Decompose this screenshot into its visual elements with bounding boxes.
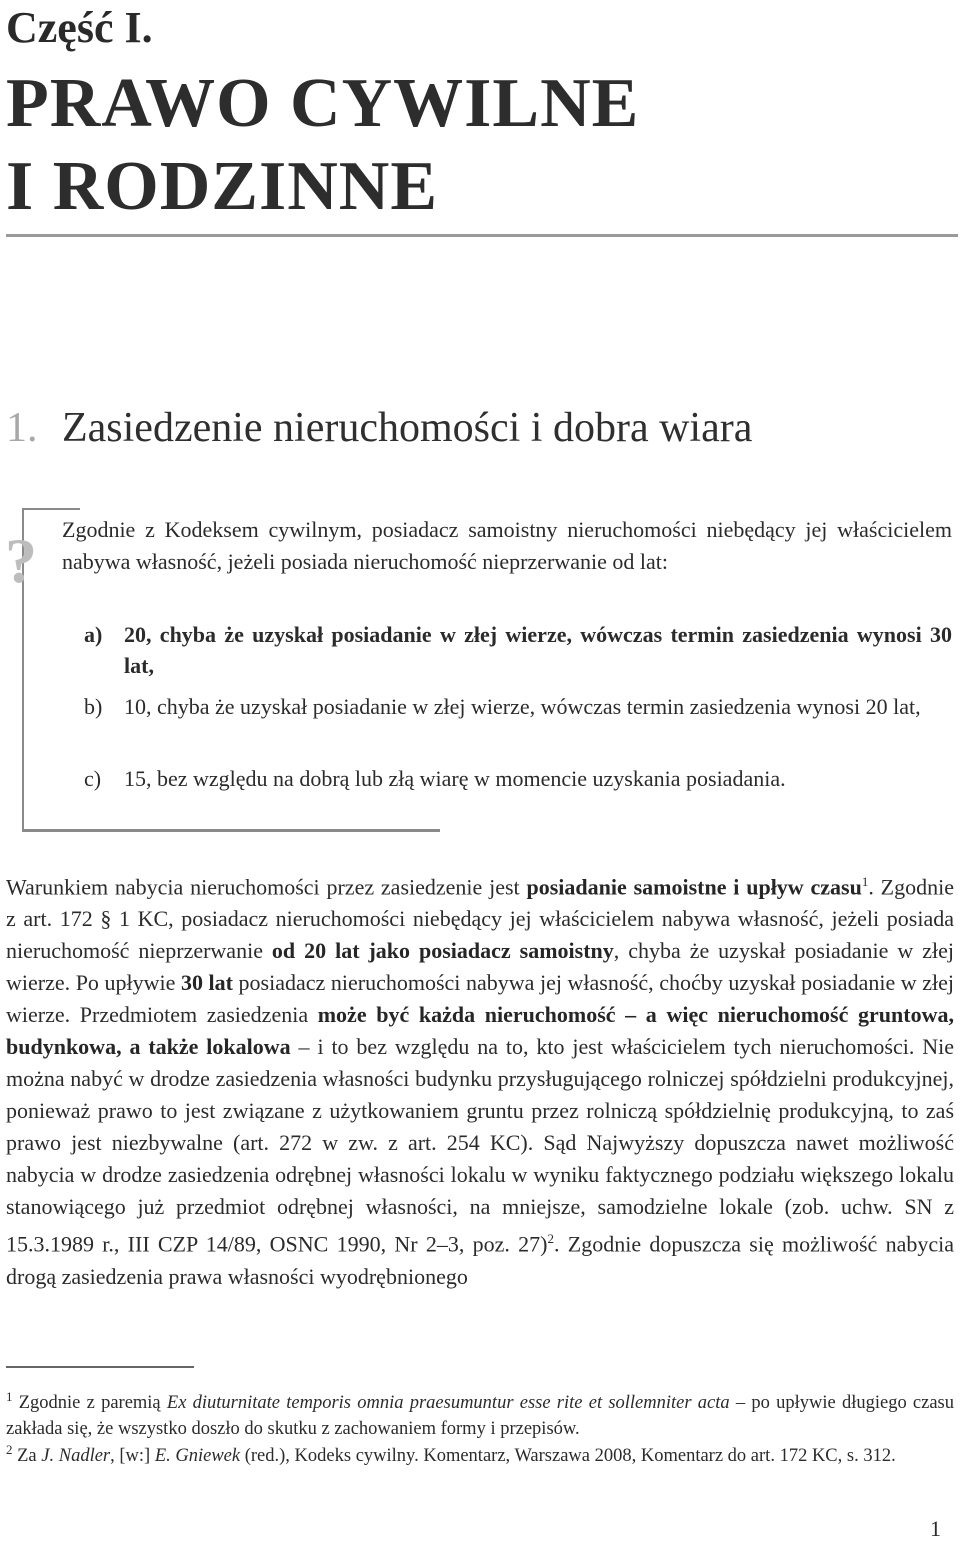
footnote-number: 2 <box>6 1442 13 1457</box>
section-title: Zasiedzenie nieruchomości i dobra wiara <box>62 405 753 451</box>
body-paragraph <box>6 866 954 1293</box>
body-text: Warunkiem nabycia nieruchomości przez zasiedzenie jest <box>6 874 527 900</box>
footnote-text: Za <box>12 1446 42 1467</box>
page-number: 1 <box>930 1516 941 1541</box>
footnote-italic-text: E. Gniewek <box>154 1446 241 1467</box>
footnote-text: (red.), Kodeks cywilny. Komentarz, Warszawa 2008, Komentarz do art. 172 KC, s. 312. <box>240 1446 896 1467</box>
footnote-ref: 2 <box>547 1231 554 1247</box>
chapter-divider <box>6 234 958 237</box>
body-text: , chyba że uzyskał posiadanie w złej wierze. Po upływie <box>6 938 954 996</box>
answer-option-c <box>84 763 952 794</box>
body-text: posiadacz nieruchomości nabywa jej własność, choćby uzyskał posiadanie w złej wierze. Przedmiotem zasiedzenia <box>6 970 954 1028</box>
body-bold-text: może być każda nieruchomość – a więc nieruchomość gruntowa, budynkowa, a także lokalowa <box>6 1002 954 1060</box>
body-text: . Zgodnie dopuszcza się możliwość nabycia drogą zasiedzenia prawa własności wyodrębnionego <box>6 1231 954 1289</box>
body-text: . Zgodnie z art. 172 § 1 KC, posiadacz nieruchomości niebędący jej właścicielem nabywa własność, jeżeli posiada nieruchomość nieprzerwanie <box>6 874 954 964</box>
option-text: 20, chyba że uzyskał posiadanie w złej wierze, wówczas termin zasiedzenia wynosi 30 lat, <box>124 622 952 678</box>
footnote-number: 1 <box>6 1389 13 1404</box>
question-mark-icon: ? <box>5 525 37 596</box>
option-text: 15, bez względu na dobrą lub złą wiarę w momencie uzyskania posiadania. <box>124 766 786 791</box>
footnote-divider <box>6 1366 194 1368</box>
footnote-italic-text: J. Nadler <box>41 1446 111 1467</box>
body-bold-text: 30 lat <box>180 970 233 996</box>
section-number: 1. <box>6 405 38 451</box>
body-bold-text: posiadanie samoistne i upływ czasu <box>526 874 862 900</box>
option-label: c) <box>84 766 102 791</box>
part-label: Część I. <box>6 3 153 52</box>
footnote-text: – po upływie długiego czasu zakłada się, że wszystko doszło do skutku z zachowaniem formy i przepisów. <box>6 1393 955 1440</box>
footnote-text: , [w:] <box>110 1446 155 1467</box>
answer-option-b <box>84 691 952 722</box>
question-frame-top <box>22 508 80 510</box>
option-text: 10, chyba że uzyskał posiadanie w złej wierze, wówczas termin zasiedzenia wynosi 20 lat, <box>124 694 921 719</box>
question-text: Zgodnie z Kodeksem cywilnym, posiadacz samoistny nieruchomości niebędący jej właścicielem nabywa własność, jeżeli posiada nieruchomość nieprzerwanie od lat: <box>62 517 952 574</box>
body-text: – i to bez względu na to, kto jest właścicielem tych nieruchomości. Nie można nabyć w drodze zasiedzenia własności budynku przysługującego rolniczej spółdzielni produkcyjnej, ponieważ prawo to jest związane z użytkowaniem gruntu przez rolniczą spółdzielnię produkcyjną, to zaś prawo jest niezbywalne (art. 272 w zw. z art. 254 KC). Sąd Najwyższy dopuszcza nawet możliwość nabycia w drodze zasiedzenia odrębnej własności lokalu w wyniku faktycznego podziału większego lokalu stanowiącego już przedmiot odrębnej własności, na mniejsze, samodzielne lokale (zob. uchw. SN z 15.3.1989 r., III CZP 14/89, OSNC 1990, Nr 2–3, poz. 27) <box>6 1034 954 1257</box>
footnote-italic-text: Ex diuturnitate temporis omnia praesumuntur esse rite et sollemniter acta <box>166 1393 730 1414</box>
footnote-text: Zgodnie z paremią <box>12 1393 167 1414</box>
option-label: a) <box>84 622 103 647</box>
question-frame-bottom <box>22 829 440 832</box>
chapter-title-line-2: I RODZINNE <box>6 148 439 225</box>
footnote-ref: 1 <box>861 874 869 889</box>
body-bold-text: od 20 lat jako posiadacz samoistny <box>271 938 614 964</box>
footnote-1 <box>6 1384 954 1442</box>
answer-option-a <box>84 619 952 681</box>
chapter-title-line-1: PRAWO CYWILNE <box>6 65 640 142</box>
footnote-2 <box>6 1437 954 1469</box>
option-label: b) <box>84 694 103 719</box>
